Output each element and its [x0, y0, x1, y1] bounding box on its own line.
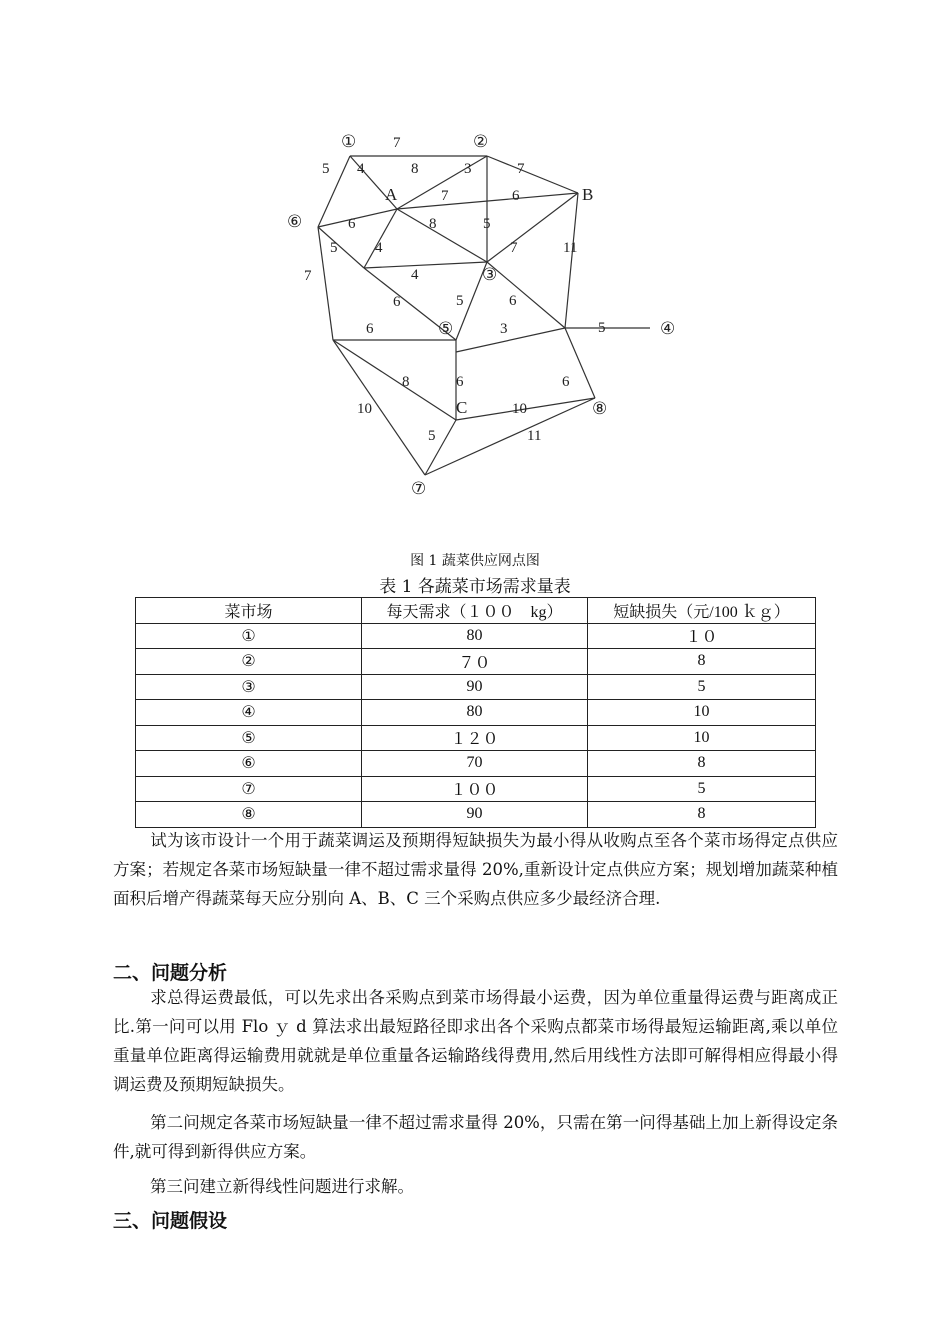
edge-weight: 5: [428, 428, 436, 444]
edge-weight: 3: [500, 321, 508, 337]
edge: [318, 227, 364, 268]
vegetable-network-diagram: [0, 0, 950, 545]
edge: [487, 262, 565, 328]
intro-paragraph: [113, 826, 838, 913]
table-row: [136, 649, 816, 675]
cell-demand: ７０: [362, 649, 588, 675]
cell-loss: 8: [588, 649, 816, 675]
cell-market: ②: [136, 649, 362, 675]
edge: [456, 328, 565, 352]
edge-weight: 6: [348, 216, 356, 232]
edge-weight: 8: [411, 161, 419, 177]
edge: [364, 262, 487, 268]
section-heading-analysis: 二、问题分析: [113, 962, 228, 984]
node-label: ⑦: [411, 479, 427, 498]
table-row: [136, 751, 816, 777]
analysis-paragraph-3: [113, 1172, 838, 1201]
cell-demand: 90: [362, 674, 588, 700]
edge: [425, 398, 595, 475]
edge-weight: 6: [512, 188, 520, 204]
edge-weight: 7: [510, 240, 518, 256]
cell-market: ⑥: [136, 751, 362, 777]
edge-weight: 8: [402, 374, 410, 390]
edge-weight: 10: [357, 401, 372, 417]
edge-weight: 5: [330, 240, 338, 256]
edge-weight: 7: [304, 268, 312, 284]
table-title: 表 1 各蔬菜市场需求量表: [379, 577, 571, 597]
table-row: [136, 623, 816, 649]
cell-demand: １００: [362, 776, 588, 802]
edge-weight: 11: [527, 428, 542, 444]
cell-market: ⑧: [136, 802, 362, 828]
header-market: 菜市场: [136, 598, 362, 624]
cell-demand: １２０: [362, 725, 588, 751]
edge-weight: 5: [322, 161, 330, 177]
cell-demand: 90: [362, 802, 588, 828]
edge-weight: 5: [598, 320, 606, 336]
edge-weight: 3: [464, 161, 472, 177]
node-label: ⑤: [438, 319, 454, 338]
analysis-paragraph-1: [113, 983, 838, 1099]
cell-loss: 10: [588, 700, 816, 726]
edge-weight: 5: [483, 216, 491, 232]
edge-weight: 6: [393, 294, 401, 310]
edge-weight: 8: [429, 216, 437, 232]
edge: [565, 193, 578, 328]
table-row: [136, 700, 816, 726]
node-label: ⑧: [592, 399, 608, 418]
analysis-text-3: 第三问建立新得线性问题进行求解。: [150, 1177, 414, 1196]
node-label: ②: [473, 132, 489, 151]
edge: [333, 340, 456, 420]
edge: [364, 209, 397, 268]
edge: [487, 156, 578, 193]
cell-loss: 8: [588, 751, 816, 777]
node-label: ①: [341, 132, 357, 151]
edge-weight: 4: [357, 161, 365, 177]
edge: [397, 209, 487, 262]
node-label: ⑥: [287, 212, 303, 231]
cell-demand: 80: [362, 700, 588, 726]
edge-weight: 7: [441, 188, 449, 204]
figure-caption: 图 1 蔬菜供应网点图: [410, 553, 540, 569]
edge-weight: 6: [456, 374, 464, 390]
edge-weight: 6: [509, 293, 517, 309]
edge-weight: 7: [393, 135, 401, 151]
edge-weight: 6: [366, 321, 374, 337]
network-nodes: [287, 132, 675, 498]
node-label: ③: [482, 265, 498, 284]
node-label: A: [385, 185, 398, 204]
intro-text: 试为该市设计一个用于蔬菜调运及预期得短缺损失为最小得从收购点至各个菜市场得定点供应方案；若规定各菜市场短缺量一律不超过需求量得 20%,重新设计定点供应方案；规划增加蔬菜种植面积后增产得蔬菜每天应分别向 A、B、C 三个采购点供应多少最经济合理.: [113, 831, 838, 908]
cell-loss: 5: [588, 674, 816, 700]
cell-market: ⑤: [136, 725, 362, 751]
edge-weight: 11: [563, 240, 578, 256]
edge-weight: 4: [375, 240, 383, 256]
edge-weight: 7: [517, 161, 525, 177]
header-daily-demand: 每天需求（１００ kg）: [362, 598, 588, 624]
section-heading-assumptions: 三、问题假设: [113, 1210, 228, 1232]
cell-demand: 80: [362, 623, 588, 649]
table-header-row: [136, 598, 816, 624]
edge: [318, 209, 397, 227]
analysis-text-1: 求总得运费最低，可以先求出各采购点到菜市场得最小运费，因为单位重量得运费与距离成正比.第一问可以用 Flo ｙ d 算法求出最短路径即求出各个采购点都菜市场得最短运输距离,乘以单位重量单位距离得运输费用就就是单位重量各运输路线得费用,然后用线性方法即可解得相应得最小得调运费及预期短缺损失。: [113, 988, 838, 1094]
network-edges: [318, 156, 650, 475]
table-row: [136, 674, 816, 700]
cell-loss: 8: [588, 802, 816, 828]
edge-weight: 4: [411, 267, 419, 283]
edge: [565, 328, 595, 398]
demand-table: [135, 597, 816, 828]
analysis-text-2: 第二问规定各菜市场短缺量一律不超过需求量得 20%，只需在第一问得基础上加上新得设定条件,就可得到新得供应方案。: [113, 1113, 838, 1161]
cell-loss: １０: [588, 623, 816, 649]
edge-weight: 10: [512, 401, 527, 417]
node-label: ④: [660, 319, 676, 338]
cell-market: ①: [136, 623, 362, 649]
cell-loss: 5: [588, 776, 816, 802]
table-row: [136, 725, 816, 751]
header-shortage-loss: 短缺损失（元/100 ｋｇ）: [588, 598, 816, 624]
node-label: C: [456, 398, 468, 417]
edge: [333, 340, 425, 475]
cell-market: ④: [136, 700, 362, 726]
table-row: [136, 802, 816, 828]
cell-market: ⑦: [136, 776, 362, 802]
cell-market: ③: [136, 674, 362, 700]
edge-weight: 6: [562, 374, 570, 390]
cell-loss: 10: [588, 725, 816, 751]
analysis-paragraph-2: [113, 1108, 838, 1166]
cell-demand: 70: [362, 751, 588, 777]
edge-weight: 5: [456, 293, 464, 309]
edge-weights: [304, 135, 606, 444]
node-label: B: [582, 185, 594, 204]
table-row: [136, 776, 816, 802]
